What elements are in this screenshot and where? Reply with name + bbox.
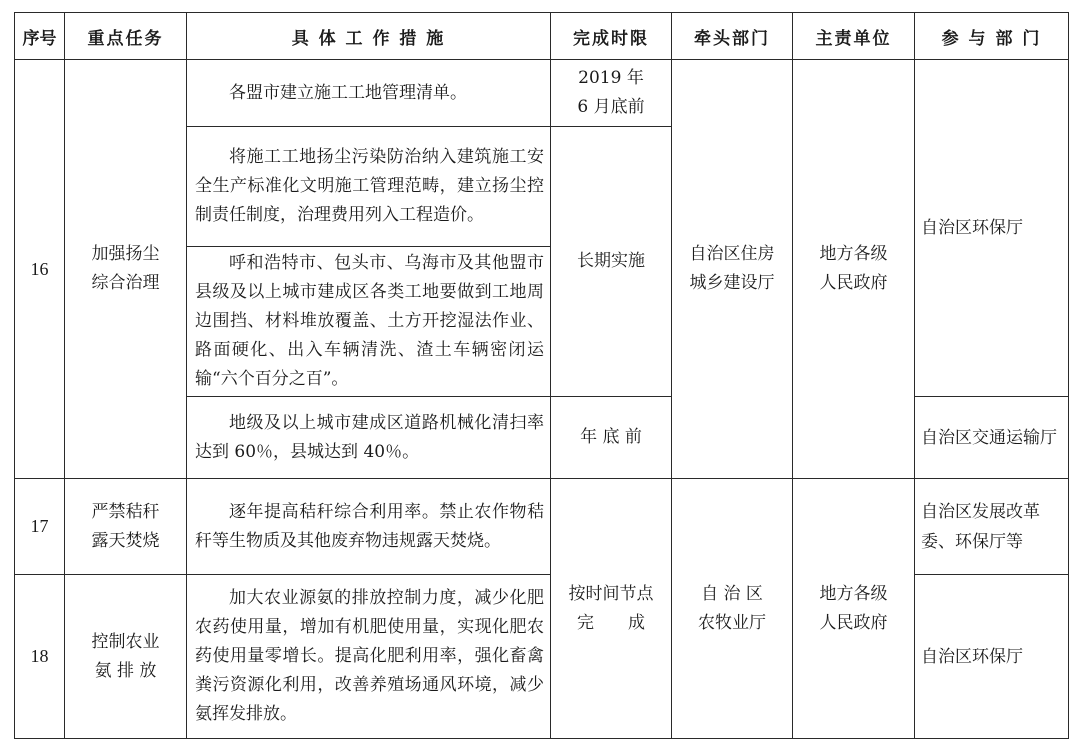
row17-18-lead-line-1: 自 治 区 (701, 583, 763, 604)
row17-measure: 逐年提高秸秆综合利用率。禁止农作物秸秆等生物质及其他废弃物违规露天焚烧。 (187, 479, 551, 575)
row16-deadline-1-line-2: 6 月底前 (577, 97, 645, 117)
table-row (15, 60, 1069, 127)
row17-18-deadline-line-1: 按时间节点 (568, 583, 654, 604)
row18-measure: 加大农业源氨的排放控制力度，减少化肥农药使用量，增加有机肥使用量，实现化肥农药使用量零增长。提高化肥利用率，强化畜禽粪污资源化利用，改善养殖场通风环境，减少氨挥发排放。 (187, 575, 551, 739)
row18-task (65, 575, 187, 739)
row16-lead-line-1: 自治区住房 (689, 244, 775, 264)
row18-seq: 18 (15, 575, 65, 739)
row16-deadline-3: 年 底 前 (551, 397, 672, 479)
header-seq: 序号 (15, 13, 65, 60)
header-measures: 具 体 工 作 措 施 (187, 13, 551, 60)
header-lead: 牵头部门 (672, 13, 793, 60)
row18-task-line-2: 氨 排 放 (94, 660, 157, 681)
row16-measure-1: 各盟市建立施工工地管理清单。 (187, 60, 551, 127)
header-main: 主责单位 (793, 13, 915, 60)
table-row (15, 479, 1069, 575)
row17-18-lead (672, 479, 793, 739)
header-task: 重点任务 (65, 13, 187, 60)
row17-task-line-2: 露天焚烧 (91, 530, 160, 551)
row16-lead (672, 60, 793, 479)
row17-18-deadline-line-2: 完 成 (577, 612, 645, 633)
row16-task-line-2: 综合治理 (91, 273, 160, 293)
row16-deadline-2: 长期实施 (551, 127, 672, 397)
row16-measure-2: 将施工工地扬尘污染防治纳入建筑施工安全生产标准化文明施工管理范畴，建立扬尘控制责任制度，治理费用列入工程造价。 (187, 127, 551, 247)
row16-task (65, 60, 187, 479)
task-table (14, 12, 1069, 739)
row16-participants-1: 自治区环保厅 (915, 60, 1069, 397)
row18-task-line-1: 控制农业 (91, 631, 160, 652)
row17-18-main-line-2: 人民政府 (819, 612, 888, 633)
row18-participants: 自治区环保厅 (915, 575, 1069, 739)
row16-measure-4: 地级及以上城市建成区道路机械化清扫率达到 60％，县城达到 40％。 (187, 397, 551, 479)
row16-main-line-2: 人民政府 (819, 273, 888, 293)
row16-measure-3: 呼和浩特市、包头市、乌海市及其他盟市县级及以上城市建成区各类工地要做到工地周边围挡、材料堆放覆盖、土方开挖湿法作业、路面硬化、出入车辆清洗、渣土车辆密闭运输“六个百分之百”。 (187, 247, 551, 397)
row17-task-line-1: 严禁秸秆 (91, 501, 160, 522)
row17-participants: 自治区发展改革委、环保厅等 (915, 479, 1069, 575)
row16-main (793, 60, 915, 479)
header-deadline: 完成时限 (551, 13, 672, 60)
row17-18-main-line-1: 地方各级 (819, 583, 888, 604)
row16-deadline-1 (551, 60, 672, 127)
row17-seq: 17 (15, 479, 65, 575)
row16-main-line-1: 地方各级 (819, 244, 888, 264)
header-participants: 参 与 部 门 (915, 13, 1069, 60)
row16-seq: 16 (15, 60, 65, 479)
row17-task (65, 479, 187, 575)
header-row (15, 13, 1069, 60)
row16-participants-2: 自治区交通运输厅 (915, 397, 1069, 479)
row17-18-lead-line-2: 农牧业厅 (698, 612, 766, 633)
row16-deadline-1-line-1: 2019 年 (578, 68, 644, 88)
row17-18-deadline (551, 479, 672, 739)
row17-18-main (793, 479, 915, 739)
row16-lead-line-2: 城乡建设厅 (689, 273, 775, 293)
row16-task-line-1: 加强扬尘 (91, 244, 160, 264)
